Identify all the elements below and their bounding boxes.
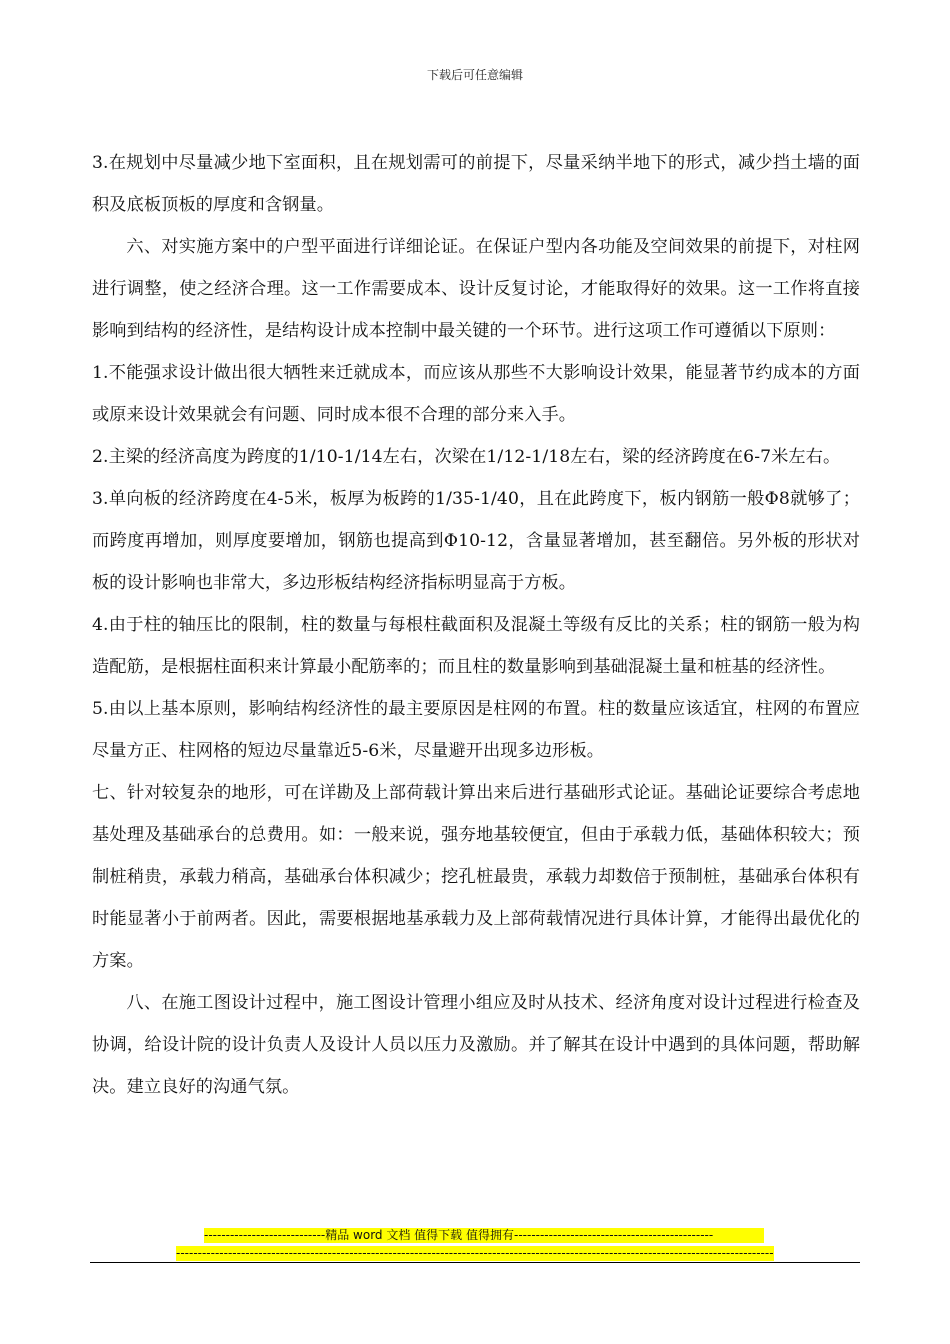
paragraph-3: 1.不能强求设计做出很大牺牲来迁就成本，而应该从那些不大影响设计效果，能显著节约成本的方面或原来设计效果就会有问题、同时成本很不合理的部分来入手。	[92, 363, 860, 425]
footer-highlight-line-1: ----------------------------精品 word 文档 值得下载 值得拥有----------------------------------------------	[204, 1228, 764, 1243]
paragraph-2: 六、对实施方案中的户型平面进行详细论证。在保证户型内各功能及空间效果的前提下，对柱网进行调整，使之经济合理。这一工作需要成本、设计反复讨论，才能取得好的效果。这一工作将直接影响到结构的经济性，是结构设计成本控制中最关键的一个环节。进行这项工作可遵循以下原则：	[92, 237, 860, 341]
paragraph-5: 3.单向板的经济跨度在4-5米，板厚为板跨的1/35-1/40，且在此跨度下，板内钢筋一般Φ8就够了；而跨度再增加，则厚度要增加，钢筋也提高到Φ10-12，含量显著增加，甚至翻倍。另外板的形状对板的设计影响也非常大，多边形板结构经济指标明显高于方板。	[92, 489, 860, 593]
paragraph-4: 2.主梁的经济高度为跨度的1/10-1/14左右，次梁在1/12-1/18左右，梁的经济跨度在6-7米左右。	[92, 447, 841, 467]
paragraph-7: 5.由以上基本原则，影响结构经济性的最主要原因是柱网的布置。柱的数量应该适宜，柱网的布置应尽量方正、柱网格的短边尽量靠近5-6米，尽量避开出现多边形板。	[92, 699, 860, 761]
footer-rule	[90, 1262, 860, 1263]
document-body	[92, 142, 860, 1108]
page-header: 下载后可任意编辑	[426, 68, 523, 82]
paragraph-9: 八、在施工图设计过程中，施工图设计管理小组应及时从技术、经济角度对设计过程进行检查及协调，给设计院的设计负责人及设计人员以压力及激励。并了解其在设计中遇到的具体问题，帮助解决。建立良好的沟通气氛。	[92, 993, 860, 1097]
paragraph-1: 3.在规划中尽量减少地下室面积，且在规划需可的前提下，尽量采纳半地下的形式，减少挡土墙的面积及底板顶板的厚度和含钢量。	[92, 153, 860, 215]
footer-highlight-line-2: ------------------------------------------------------------------------------------------------------------------------------------------	[176, 1246, 774, 1260]
paragraph-6: 4.由于柱的轴压比的限制，柱的数量与每根柱截面积及混凝土等级有反比的关系；柱的钢筋一般为构造配筋，是根据柱面积来计算最小配筋率的；而且柱的数量影响到基础混凝土量和桩基的经济性。	[92, 615, 860, 677]
paragraph-8: 七、针对较复杂的地形，可在详勘及上部荷载计算出来后进行基础形式论证。基础论证要综合考虑地基处理及基础承台的总费用。如：一般来说，强夯地基较便宜，但由于承载力低，基础体积较大；预制桩稍贵，承载力稍高，基础承台体积减少；挖孔桩最贵，承载力却数倍于预制桩，基础承台体积有时能显著小于前两者。因此，需要根据地基承载力及上部荷载情况进行具体计算，才能得出最优化的方案。	[92, 783, 860, 971]
